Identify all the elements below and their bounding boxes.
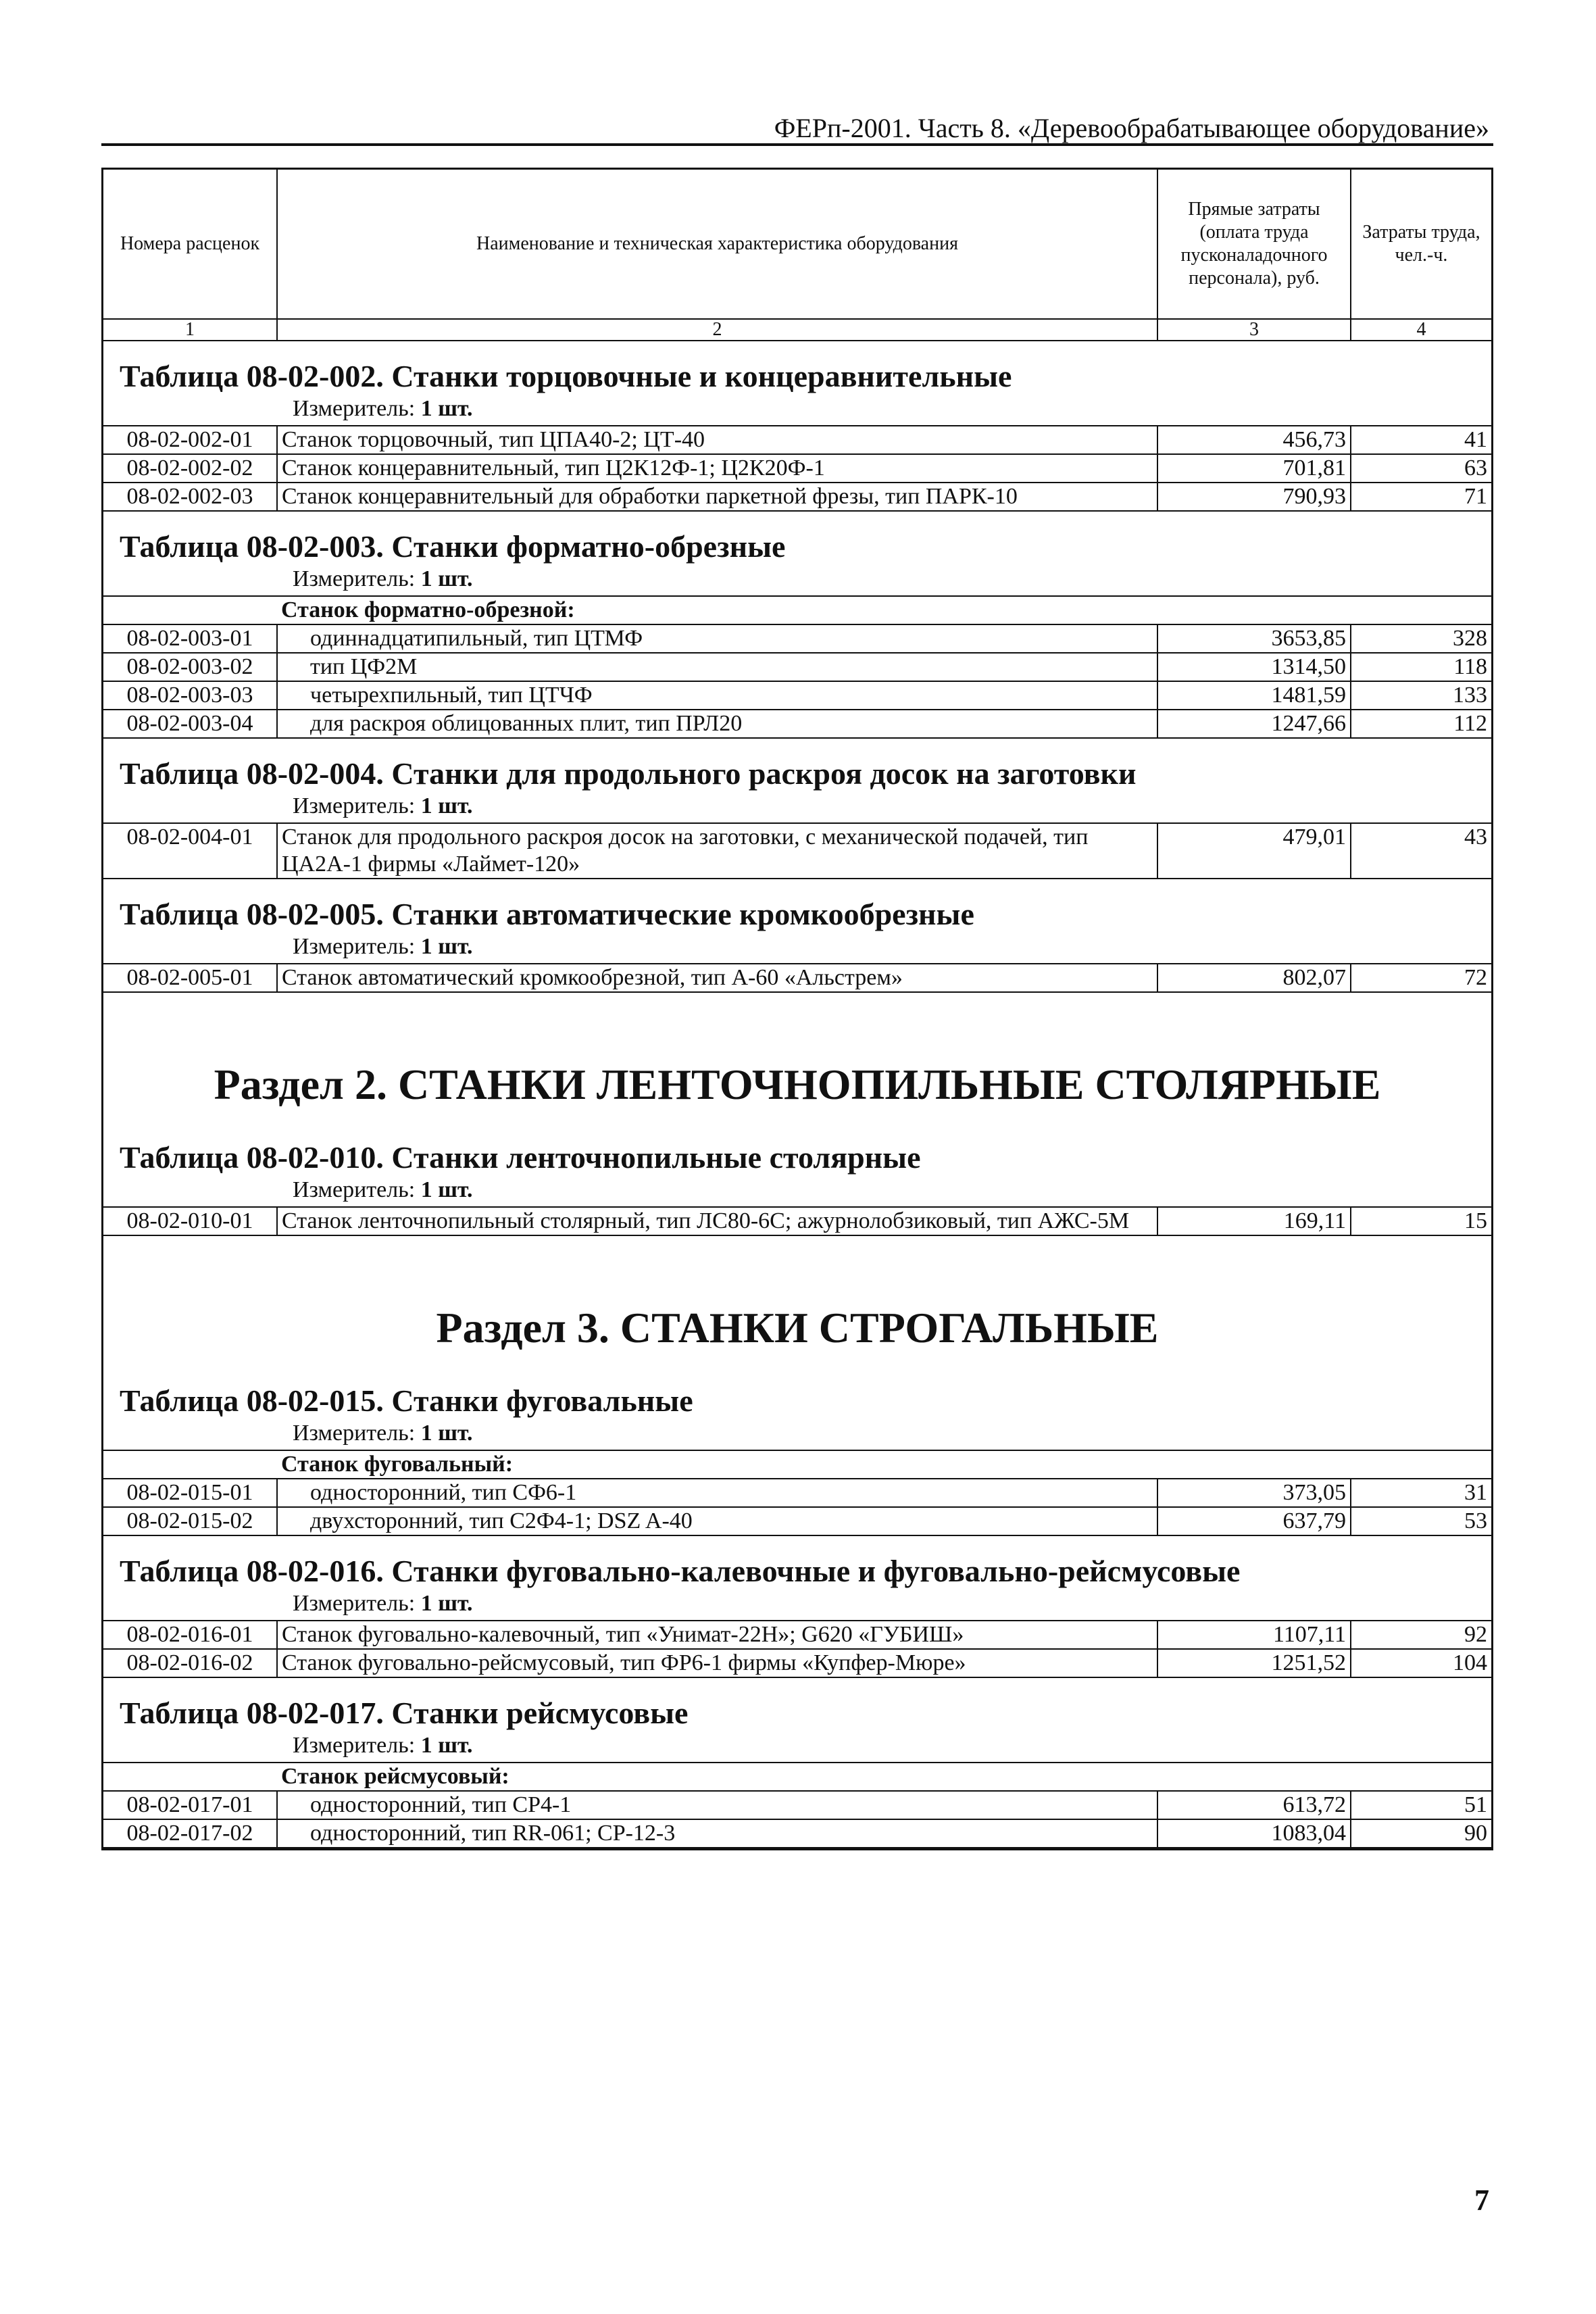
column-header-table <box>103 170 1491 341</box>
rate-code: 08-02-002-01 <box>103 426 277 454</box>
table-title: Таблица 08-02-016. Станки фуговально-калевочные и фуговально-рейсмусовые <box>120 1554 1241 1588</box>
equipment-name: двухсторонний, тип С2Ф4-1; DSZ A-40 <box>277 1507 1157 1535</box>
direct-cost: 701,81 <box>1157 454 1351 483</box>
col-number: 3 <box>1157 319 1351 341</box>
meter-label: Измеритель: <box>293 1591 416 1616</box>
equipment-name: одиннадцатипильный, тип ЦТМФ <box>277 624 1157 653</box>
direct-cost: 637,79 <box>1157 1507 1351 1535</box>
equipment-name: Станок торцовочный, тип ЦПА40-2; ЦТ-40 <box>277 426 1157 454</box>
meter-line <box>103 395 1491 422</box>
table-subheading: Станок фуговальный: <box>277 1450 1491 1479</box>
meter-line <box>103 933 1491 960</box>
price-table-frame <box>101 168 1493 1850</box>
rate-code: 08-02-003-01 <box>103 624 277 653</box>
meter-label: Измеритель: <box>293 566 416 591</box>
direct-cost: 169,11 <box>1157 1207 1351 1235</box>
table-title: Таблица 08-02-003. Станки форматно-обрезные <box>120 529 786 564</box>
table-subheading: Станок рейсмусовый: <box>277 1763 1491 1791</box>
labor-cost: 53 <box>1351 1507 1491 1535</box>
table-row <box>103 624 1491 653</box>
direct-cost: 1481,59 <box>1157 681 1351 710</box>
meter-value: 1 шт. <box>420 1421 473 1446</box>
meter-label: Измеритель: <box>293 793 416 818</box>
equipment-name: Станок концеравнительный для обработки паркетной фрезы, тип ПАРК-10 <box>277 483 1157 511</box>
labor-cost: 71 <box>1351 483 1491 511</box>
rate-code: 08-02-003-04 <box>103 710 277 738</box>
table-row <box>103 1507 1491 1535</box>
rate-code: 08-02-015-02 <box>103 1507 277 1535</box>
table-title: Таблица 08-02-004. Станки для продольного раскроя досок на заготовки <box>120 756 1137 791</box>
table-row <box>103 710 1491 738</box>
rates-table <box>103 425 1491 512</box>
col-number: 4 <box>1351 319 1491 341</box>
equipment-name: для раскроя облицованных плит, тип ПРЛ20 <box>277 710 1157 738</box>
meter-value: 1 шт. <box>420 934 473 959</box>
table-section <box>103 1678 1491 1848</box>
table-subheading: Станок форматно-обрезной: <box>277 596 1491 624</box>
labor-cost: 104 <box>1351 1649 1491 1677</box>
table-title: Таблица 08-02-010. Станки ленточнопильные столярные <box>120 1140 921 1175</box>
table-subheading-row <box>103 596 1491 624</box>
labor-cost: 72 <box>1351 964 1491 992</box>
equipment-name: тип ЦФ2М <box>277 653 1157 681</box>
col-header-cost: Прямые затраты (оплата труда пусконаладочного персонала), руб. <box>1157 170 1351 319</box>
table-section <box>103 512 1491 739</box>
meter-label: Измеритель: <box>293 1421 416 1446</box>
rate-code: 08-02-016-01 <box>103 1621 277 1649</box>
meter-value: 1 шт. <box>420 1177 473 1202</box>
table-section <box>103 1536 1491 1678</box>
table-row <box>103 653 1491 681</box>
table-row <box>103 1621 1491 1649</box>
direct-cost: 373,05 <box>1157 1479 1351 1507</box>
direct-cost: 613,72 <box>1157 1791 1351 1819</box>
table-row <box>103 681 1491 710</box>
labor-cost: 15 <box>1351 1207 1491 1235</box>
equipment-name: односторонний, тип СР4-1 <box>277 1791 1157 1819</box>
meter-line <box>103 1420 1491 1447</box>
table-row <box>103 1479 1491 1507</box>
direct-cost: 1251,52 <box>1157 1649 1351 1677</box>
rates-table <box>103 1620 1491 1678</box>
labor-cost: 92 <box>1351 1621 1491 1649</box>
rate-code: 08-02-017-01 <box>103 1791 277 1819</box>
table-row <box>103 426 1491 454</box>
meter-line <box>103 1590 1491 1617</box>
running-header: ФЕРп-2001. Часть 8. «Деревообрабатывающее оборудование» <box>774 113 1489 143</box>
rate-code: 08-02-017-02 <box>103 1819 277 1848</box>
table-row <box>103 1207 1491 1235</box>
table-section <box>103 739 1491 879</box>
rates-table <box>103 1762 1491 1848</box>
direct-cost: 802,07 <box>1157 964 1351 992</box>
table-row <box>103 483 1491 511</box>
labor-cost: 31 <box>1351 1479 1491 1507</box>
table-section <box>103 993 1491 1236</box>
labor-cost: 328 <box>1351 624 1491 653</box>
rate-code: 08-02-005-01 <box>103 964 277 992</box>
rates-table <box>103 595 1491 739</box>
labor-cost: 51 <box>1351 1791 1491 1819</box>
direct-cost: 790,93 <box>1157 483 1351 511</box>
col-number: 1 <box>103 319 277 341</box>
meter-line <box>103 793 1491 820</box>
rate-code: 08-02-004-01 <box>103 823 277 879</box>
section-title: Раздел 2. СТАНКИ ЛЕНТОЧНОПИЛЬНЫЕ СТОЛЯРНЫЕ <box>214 1060 1381 1108</box>
equipment-name: Станок для продольного раскроя досок на заготовки, с механической подачей, тип ЦА2А-1 фирмы «Лаймет-120» <box>277 823 1157 879</box>
direct-cost: 479,01 <box>1157 823 1351 879</box>
meter-label: Измеритель: <box>293 934 416 959</box>
rate-code: 08-02-003-03 <box>103 681 277 710</box>
table-section <box>103 341 1491 512</box>
labor-cost: 118 <box>1351 653 1491 681</box>
meter-value: 1 шт. <box>420 396 473 421</box>
rates-table <box>103 963 1491 993</box>
equipment-name: Станок фуговально-рейсмусовый, тип ФР6-1 фирмы «Купфер-Мюре» <box>277 1649 1157 1677</box>
table-title: Таблица 08-02-005. Станки автоматические кромкообрезные <box>120 897 974 931</box>
rates-table <box>103 1206 1491 1236</box>
meter-line <box>103 566 1491 593</box>
rate-code: 08-02-003-02 <box>103 653 277 681</box>
meter-line <box>103 1177 1491 1204</box>
header-rule <box>101 143 1493 146</box>
direct-cost: 1083,04 <box>1157 1819 1351 1848</box>
col-number: 2 <box>277 319 1157 341</box>
meter-value: 1 шт. <box>420 1591 473 1616</box>
meter-line <box>103 1732 1491 1759</box>
meter-label: Измеритель: <box>293 396 416 421</box>
section-title: Раздел 3. СТАНКИ СТРОГАЛЬНЫЕ <box>436 1304 1159 1352</box>
rate-code: 08-02-015-01 <box>103 1479 277 1507</box>
col-header-name: Наименование и техническая характеристика оборудования <box>277 170 1157 319</box>
meter-label: Измеритель: <box>293 1733 416 1758</box>
labor-cost: 63 <box>1351 454 1491 483</box>
rate-code: 08-02-002-03 <box>103 483 277 511</box>
rate-code: 08-02-002-02 <box>103 454 277 483</box>
table-title: Таблица 08-02-017. Станки рейсмусовые <box>120 1696 689 1730</box>
direct-cost: 456,73 <box>1157 426 1351 454</box>
table-title: Таблица 08-02-015. Станки фуговальные <box>120 1383 693 1418</box>
equipment-name: Станок ленточнопильный столярный, тип ЛС80-6С; ажурнолобзиковый, тип АЖС-5М <box>277 1207 1157 1235</box>
table-row <box>103 454 1491 483</box>
table-subheading-row <box>103 1450 1491 1479</box>
labor-cost: 112 <box>1351 710 1491 738</box>
meter-value: 1 шт. <box>420 566 473 591</box>
equipment-name: Станок фуговально-калевочный, тип «Унимат-22Н»; G620 «ГУБИШ» <box>277 1621 1157 1649</box>
direct-cost: 1247,66 <box>1157 710 1351 738</box>
page-number: 7 <box>1474 2184 1489 2217</box>
meter-value: 1 шт. <box>420 1733 473 1758</box>
equipment-name: односторонний, тип RR-061; СР-12-3 <box>277 1819 1157 1848</box>
labor-cost: 90 <box>1351 1819 1491 1848</box>
table-subheading-row <box>103 1763 1491 1791</box>
rates-table <box>103 822 1491 879</box>
direct-cost: 3653,85 <box>1157 624 1351 653</box>
col-header-codes: Номера расценок <box>103 170 277 319</box>
direct-cost: 1314,50 <box>1157 653 1351 681</box>
direct-cost: 1107,11 <box>1157 1621 1351 1649</box>
table-title: Таблица 08-02-002. Станки торцовочные и концеравнительные <box>120 359 1012 393</box>
meter-label: Измеритель: <box>293 1177 416 1202</box>
table-row <box>103 1791 1491 1819</box>
table-row <box>103 1649 1491 1677</box>
equipment-name: Станок концеравнительный, тип Ц2К12Ф-1; Ц2К20Ф-1 <box>277 454 1157 483</box>
rates-table <box>103 1450 1491 1536</box>
equipment-name: Станок автоматический кромкообрезной, тип А-60 «Альстрем» <box>277 964 1157 992</box>
labor-cost: 41 <box>1351 426 1491 454</box>
table-section <box>103 1236 1491 1536</box>
rate-code: 08-02-010-01 <box>103 1207 277 1235</box>
equipment-name: четырехпильный, тип ЦТЧФ <box>277 681 1157 710</box>
equipment-name: односторонний, тип СФ6-1 <box>277 1479 1157 1507</box>
table-row <box>103 823 1491 879</box>
col-header-labor: Затраты труда, чел.-ч. <box>1351 170 1491 319</box>
labor-cost: 133 <box>1351 681 1491 710</box>
meter-value: 1 шт. <box>420 793 473 818</box>
table-row <box>103 964 1491 992</box>
rate-code: 08-02-016-02 <box>103 1649 277 1677</box>
table-row <box>103 1819 1491 1848</box>
labor-cost: 43 <box>1351 823 1491 879</box>
table-section <box>103 879 1491 993</box>
